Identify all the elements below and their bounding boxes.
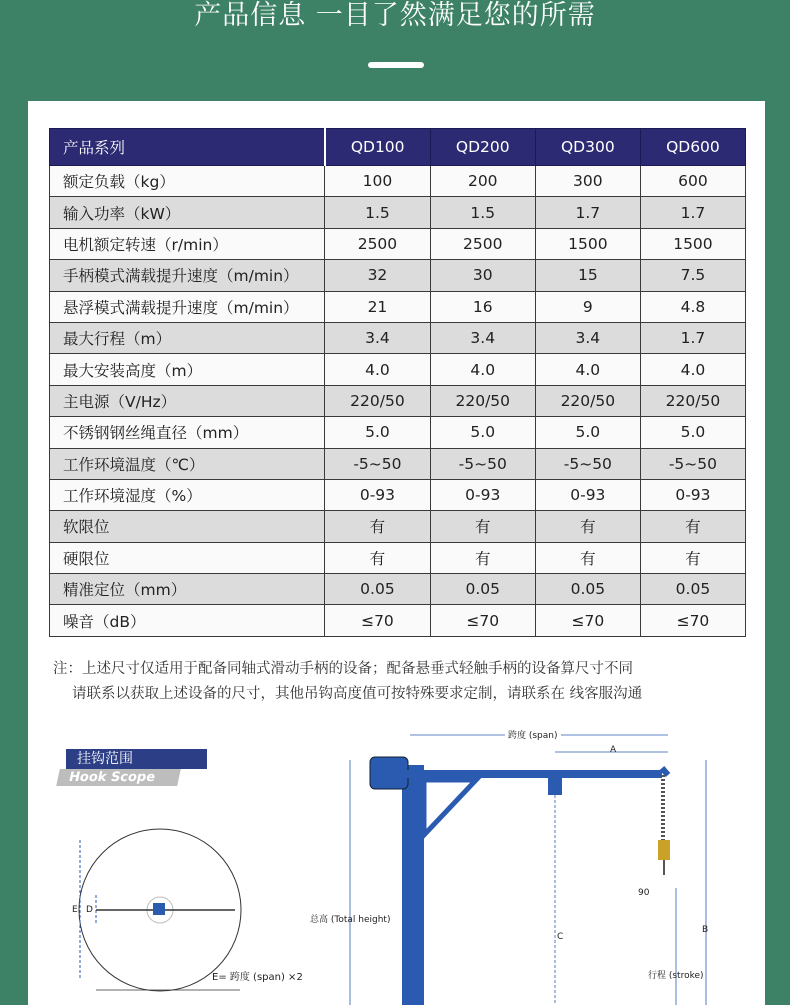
label-e: E [72,905,78,915]
table-cell: -5~50 [325,448,431,479]
table-cell: 4.0 [640,354,745,385]
row-label: 硬限位 [50,542,325,573]
row-label: 主电源（V/Hz） [50,385,325,416]
table-cell: 有 [325,542,431,573]
table-cell: 0.05 [535,574,640,605]
hook-scope-title-en: Hook Scope [56,769,181,786]
table-cell: 220/50 [640,385,745,416]
row-label: 电机额定转速（r/min） [50,228,325,259]
table-cell: 3.4 [325,322,431,353]
table-cell: 有 [430,542,535,573]
table-cell: 5.0 [325,417,431,448]
table-cell: 有 [640,542,745,573]
row-label: 悬浮模式满载提升速度（m/min） [50,291,325,322]
table-cell: 4.0 [535,354,640,385]
table-cell: ≤70 [535,605,640,636]
row-label: 不锈钢钢丝绳直径（mm） [50,417,325,448]
model-header: QD300 [535,129,640,166]
table-cell: 4.0 [325,354,431,385]
table-cell: 0.05 [430,574,535,605]
table-cell: 1.7 [640,322,745,353]
table-cell: -5~50 [430,448,535,479]
table-cell: 0-93 [430,479,535,510]
table-cell: 7.5 [640,260,745,291]
table-cell: -5~50 [640,448,745,479]
total-height-label: 总高 (Total height) [310,915,391,925]
header-label: 产品系列 [50,129,325,166]
row-label: 手柄模式满载提升速度（m/min） [50,260,325,291]
table-cell: 1500 [640,228,745,259]
hook-scope-caption: E= 跨度 (span) ×2 [212,972,303,983]
label-c: C [557,932,564,942]
table-cell: 有 [535,542,640,573]
row-label: 工作环境湿度（%） [50,479,325,510]
table-cell: 1.5 [325,197,431,228]
model-header: QD600 [640,129,745,166]
table-cell: 5.0 [640,417,745,448]
table-cell: 4.0 [430,354,535,385]
row-label: 精准定位（mm） [50,574,325,605]
table-cell: 200 [430,166,535,197]
row-label: 工作环境温度（℃） [50,448,325,479]
banner-title: 产品信息 一目了然满足您的所需 [194,0,596,31]
table-cell: 2500 [430,228,535,259]
row-label: 额定负载（kg） [50,166,325,197]
row-label: 输入功率（kW） [50,197,325,228]
table-cell: 1.5 [430,197,535,228]
jib-crane [350,735,709,1005]
table-cell: 300 [535,166,640,197]
table-cell: 220/50 [325,385,431,416]
table-cell: 9 [535,291,640,322]
table-cell: 0-93 [535,479,640,510]
footnote-line-2: 请联系以获取上述设备的尺寸，其他吊钩高度值可按特殊要求定制，请联系在 线客服沟通 [72,686,643,702]
table-cell: 3.4 [535,322,640,353]
stroke-label: 行程 (stroke) [648,971,704,981]
label-90: 90 [638,888,650,898]
table-cell: 32 [325,260,431,291]
model-header: QD100 [325,129,431,166]
table-cell: 4.8 [640,291,745,322]
span-label: 跨度 (span) [505,728,561,741]
row-label: 最大行程（m） [50,322,325,353]
model-header: QD200 [430,129,535,166]
table-cell: -5~50 [535,448,640,479]
hook-scope-title-cn: 挂钩范围 [66,749,207,769]
table-cell: 有 [640,511,745,542]
table-cell: ≤70 [640,605,745,636]
table-cell: ≤70 [325,605,431,636]
hook-scope-circle [79,829,241,991]
table-cell: 220/50 [430,385,535,416]
table-cell: 15 [535,260,640,291]
label-b: B [702,925,709,935]
table-cell: 0-93 [325,479,431,510]
table-cell: ≤70 [430,605,535,636]
table-cell: 220/50 [535,385,640,416]
table-cell: 0-93 [640,479,745,510]
table-cell: 1.7 [640,197,745,228]
table-cell: 600 [640,166,745,197]
table-cell: 0.05 [325,574,431,605]
label-a: A [610,745,617,755]
row-label: 软限位 [50,511,325,542]
table-cell: 2500 [325,228,431,259]
table-cell: 30 [430,260,535,291]
table-cell: 有 [535,511,640,542]
label-d: D [86,905,93,915]
table-cell: 3.4 [430,322,535,353]
table-cell: 1.7 [535,197,640,228]
table-cell: 21 [325,291,431,322]
table-cell: 有 [325,511,431,542]
row-label: 噪音（dB） [50,605,325,636]
table-cell: 0.05 [640,574,745,605]
table-cell: 100 [325,166,431,197]
table-cell: 16 [430,291,535,322]
table-cell: 1500 [535,228,640,259]
footnote-line-1: 注：上述尺寸仅适用于配备同轴式滑动手柄的设备；配备悬垂式轻触手柄的设备算尺寸不同 [53,661,633,677]
table-cell: 5.0 [535,417,640,448]
table-cell: 5.0 [430,417,535,448]
row-label: 最大安装高度（m） [50,354,325,385]
table-cell: 有 [430,511,535,542]
